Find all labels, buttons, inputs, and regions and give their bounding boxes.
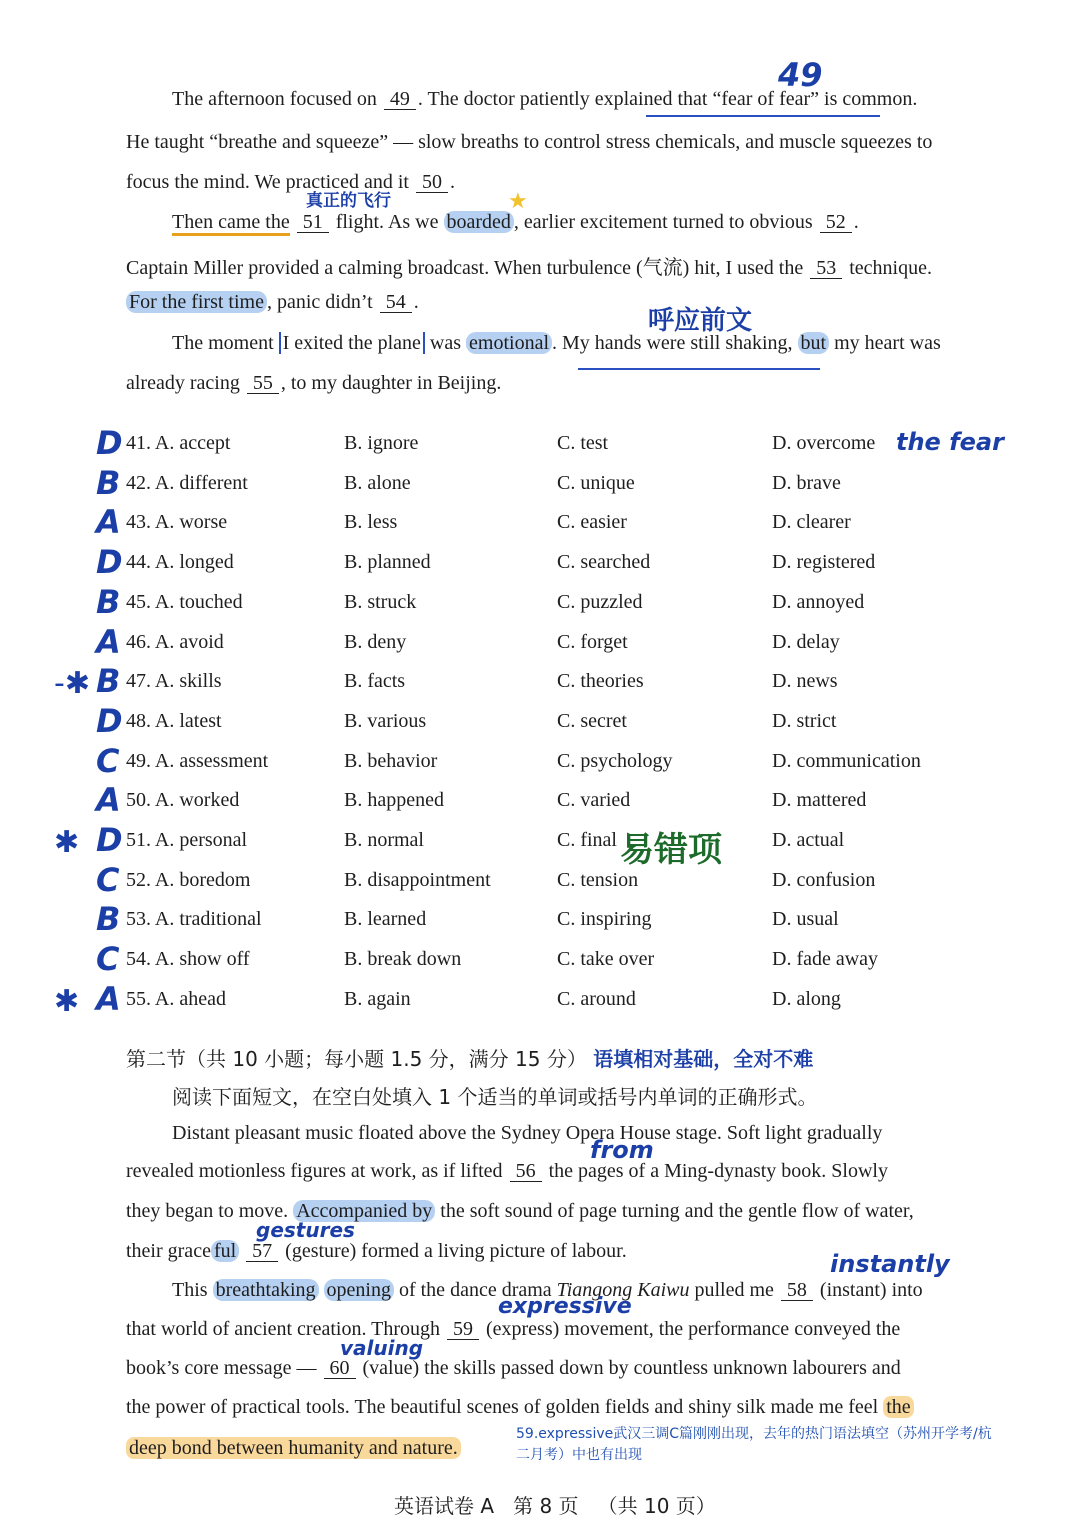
passage-line <box>126 1357 901 1380</box>
handwritten-answer: B <box>96 900 121 939</box>
passage-line <box>126 171 455 194</box>
highlight: boarded <box>444 211 514 233</box>
text: , earlier excitement turned to obvious <box>513 211 813 233</box>
text: my heart was <box>834 332 941 354</box>
passage-line <box>126 291 419 314</box>
highlight: the <box>883 1396 913 1418</box>
text: pulled me <box>694 1279 774 1301</box>
passage-line: He taught “breathe and squeeze” — slow breaths to control stress chemicals, and muscle squeezes to <box>126 131 933 153</box>
handwritten-comment: 语填相对基础，全对不难 <box>593 1047 814 1071</box>
option-d: D. communication <box>772 749 921 772</box>
blank-58: 58 <box>781 1280 813 1301</box>
star-mark: ✱ <box>54 825 80 860</box>
option-b: B. break down <box>344 948 462 971</box>
text: focus the mind. We practiced and it <box>126 171 409 193</box>
handwritten-answer: gestures <box>256 1218 355 1242</box>
text: technique. <box>849 257 932 279</box>
passage-line <box>126 1437 461 1460</box>
option-c: C. take over <box>557 948 655 971</box>
highlight: breathtaking <box>213 1279 319 1301</box>
text: was <box>429 332 462 354</box>
option-a: 45. A. touched <box>126 590 243 613</box>
italic-title: Tiangong Kaiwu <box>556 1279 690 1301</box>
question-row <box>0 900 1080 940</box>
question-row <box>0 464 1080 504</box>
text: , panic didn’t <box>266 291 373 313</box>
handwritten-answer: C <box>96 741 120 780</box>
option-d: D. overcome <box>772 432 876 454</box>
option-b: B. happened <box>344 789 444 812</box>
handwritten-answer: C <box>96 940 120 979</box>
highlight: ful <box>211 1240 239 1262</box>
option-a: 48. A. latest <box>126 709 222 732</box>
text: . <box>413 291 419 313</box>
text: already racing <box>126 372 240 394</box>
option-d: D. fade away <box>772 948 879 971</box>
handwritten-answer: A <box>96 781 121 820</box>
option-a: 51. A. personal <box>126 829 248 851</box>
handwritten-answer: A <box>96 979 121 1018</box>
handwritten-note: 易错项 <box>620 830 722 870</box>
option-c: C. varied <box>557 789 631 812</box>
text: . <box>449 171 455 193</box>
blank-60: 60 <box>324 1358 356 1379</box>
handwritten-note: 真正的飞行 <box>306 191 391 211</box>
option-b: B. alone <box>344 471 411 494</box>
question-row <box>0 821 1080 861</box>
option-b: B. again <box>344 987 411 1010</box>
text: . <box>853 211 859 233</box>
question-row <box>0 543 1080 583</box>
handwritten-answer: D <box>96 701 123 740</box>
text: The afternoon focused on <box>172 88 377 110</box>
passage-line: Distant pleasant music floated above the Sydney Opera House stage. Soft light gradually <box>172 1122 883 1144</box>
star-mark: ✱ <box>54 983 80 1019</box>
handwritten-answer: valuing <box>340 1336 424 1360</box>
option-d: D. clearer <box>772 511 851 534</box>
option-b: B. learned <box>344 908 427 931</box>
option-d: D. strict <box>772 709 837 732</box>
handwritten-answer: B <box>96 662 121 701</box>
text: (gesture) formed a living picture of labour. <box>285 1240 627 1262</box>
underline-annotation <box>578 368 820 370</box>
highlight: deep bond between humanity and nature. <box>126 1437 461 1459</box>
handwritten-answer: D <box>96 543 123 582</box>
option-a: 42. A. different <box>126 471 248 494</box>
text: (value) the skills passed down by countless unknown labourers and <box>362 1357 901 1379</box>
option-a: 47. A. skills <box>126 670 222 693</box>
text: (express) movement, the performance conveyed the <box>485 1318 901 1340</box>
handwritten-49: 49 <box>778 56 823 94</box>
blank-57: 57 <box>246 1241 278 1262</box>
option-a: 50. A. worked <box>126 789 240 812</box>
option-c: C. easier <box>557 511 627 534</box>
option-c: C. tension <box>557 868 639 891</box>
blank-51: 51 <box>297 212 329 233</box>
option-a: 54. A. show off <box>126 948 250 971</box>
highlight: but <box>798 332 830 354</box>
passage-line <box>126 251 932 280</box>
star-mark: -✱ <box>54 666 90 702</box>
question-row <box>0 662 1080 702</box>
question-row <box>0 781 1080 821</box>
text: flight. As we <box>335 211 439 233</box>
passage-line <box>172 332 941 355</box>
text: the power of practical tools. The beautiful scenes of golden fields and shiny silk made me feel <box>126 1396 879 1418</box>
option-d: D. confusion <box>772 868 876 891</box>
option-c: C. inspiring <box>557 908 652 931</box>
option-b: B. disappointment <box>344 868 491 891</box>
blank-56: 56 <box>510 1161 542 1182</box>
text: Then came the <box>172 211 290 236</box>
text: (instant) into <box>819 1279 923 1301</box>
option-a: 55. A. ahead <box>126 987 226 1010</box>
option-a: 41. A. accept <box>126 432 231 454</box>
option-d: D. along <box>772 987 841 1010</box>
option-c: C. puzzled <box>557 590 643 613</box>
option-b: B. deny <box>344 630 407 653</box>
option-b: B. facts <box>344 670 406 693</box>
text: book’s core message — <box>126 1357 317 1379</box>
option-c: C. around <box>557 987 636 1010</box>
handwritten-answer: instantly <box>830 1250 950 1278</box>
text: 第二节（共 10 小题；每小题 1.5 分，满分 15 分） <box>126 1047 587 1071</box>
handwritten-answer: expressive <box>498 1294 632 1319</box>
text: of the dance drama <box>398 1279 552 1301</box>
option-d: D. mattered <box>772 789 867 812</box>
option-b: B. ignore <box>344 432 419 454</box>
highlight: For the first time <box>126 291 267 313</box>
handwritten-footnote: 59.expressive武汉三调C篇刚刚出现，去年的热门语法填空（苏州开学考/杭二月考）中也有出现 <box>516 1426 992 1463</box>
option-c: C. unique <box>557 471 635 494</box>
question-row <box>0 861 1080 901</box>
blank-52: 52 <box>820 212 852 233</box>
option-b: B. planned <box>344 551 431 574</box>
option-a: 53. A. traditional <box>126 908 262 931</box>
text: . My hands were still shaking, <box>552 332 793 354</box>
option-a: 46. A. avoid <box>126 630 224 653</box>
section-instruction: 阅读下面短文，在空白处填入 1 个适当的单词或括号内单词的正确形式。 <box>172 1085 818 1109</box>
option-a: 44. A. longed <box>126 551 234 574</box>
option-c: C. test <box>557 432 609 454</box>
highlight: Accompanied by <box>293 1200 435 1222</box>
handwritten-answer: D <box>96 821 123 859</box>
passage-line <box>126 1318 900 1341</box>
option-c: C. final <box>557 829 617 851</box>
handwritten-note: the fear <box>896 428 1004 456</box>
question-row <box>0 503 1080 543</box>
handwritten-answer: C <box>96 860 120 899</box>
question-row <box>0 940 1080 980</box>
option-c: C. forget <box>557 630 628 653</box>
text: their grace <box>126 1240 211 1262</box>
option-d: D. registered <box>772 551 876 574</box>
question-row <box>0 702 1080 742</box>
text: , to my daughter in Beijing. <box>280 372 502 394</box>
blank-54: 54 <box>380 292 412 313</box>
text: Captain Miller provided a calming broadcast. When turbulence (气流) hit, I used the <box>126 257 804 279</box>
option-b: B. normal <box>344 829 424 851</box>
question-row <box>0 980 1080 1020</box>
question-row <box>0 623 1080 663</box>
option-a: 52. A. boredom <box>126 868 251 891</box>
passage-line <box>126 1200 914 1223</box>
blank-59: 59 <box>447 1319 479 1340</box>
option-b: B. struck <box>344 590 417 613</box>
passage-line <box>126 372 501 395</box>
text: . The doctor patiently explained that “fear of fear” is common. <box>417 88 918 110</box>
handwritten-answer: from <box>590 1136 654 1164</box>
option-d: D. actual <box>772 829 845 851</box>
text: that world of ancient creation. Through <box>126 1318 440 1340</box>
bracketed-text: I exited the plane <box>279 332 425 354</box>
text: the soft sound of page turning and the gentle flow of water, <box>440 1200 914 1222</box>
option-c: C. secret <box>557 709 627 732</box>
option-d: D. annoyed <box>772 590 865 613</box>
option-a: 49. A. assessment <box>126 749 269 772</box>
handwritten-answer: A <box>96 503 121 542</box>
text: the pages of a Ming-dynasty book. Slowly <box>548 1160 888 1182</box>
passage-line <box>126 1396 914 1419</box>
option-c: C. theories <box>557 670 644 693</box>
handwritten-answer: B <box>96 582 121 621</box>
question-row <box>0 583 1080 623</box>
text: This <box>172 1279 208 1301</box>
text: The moment <box>172 332 274 354</box>
option-b: B. various <box>344 709 427 732</box>
underline-annotation <box>646 115 880 117</box>
blank-49: 49 <box>384 89 416 110</box>
blank-55: 55 <box>247 373 279 394</box>
blank-50: 50 <box>416 172 448 193</box>
passage-line <box>172 211 859 234</box>
option-a: 43. A. worse <box>126 511 228 534</box>
option-b: B. behavior <box>344 749 438 772</box>
page-footer: 英语试卷 A 第 8 页 （共 10 页） <box>394 1494 716 1518</box>
option-b: B. less <box>344 511 398 534</box>
highlight: opening <box>324 1279 394 1301</box>
option-c: C. searched <box>557 551 651 574</box>
question-row <box>0 742 1080 782</box>
blank-53: 53 <box>810 258 842 279</box>
section-title <box>126 1043 813 1072</box>
text: revealed motionless figures at work, as if lifted <box>126 1160 503 1182</box>
passage-line <box>126 1240 627 1263</box>
handwritten-answer: D <box>96 424 123 462</box>
text: they began to move. <box>126 1200 289 1222</box>
option-c: C. psychology <box>557 749 673 772</box>
highlight: emotional <box>466 332 552 354</box>
handwritten-note: 呼应前文 <box>648 306 753 336</box>
option-d: D. delay <box>772 630 840 653</box>
passage-line <box>126 1160 888 1183</box>
option-d: D. brave <box>772 471 841 494</box>
handwritten-answer: A <box>96 622 121 661</box>
star-icon: ★ <box>508 188 528 213</box>
option-d: D. usual <box>772 908 839 931</box>
handwritten-answer: B <box>96 463 121 502</box>
option-d: D. news <box>772 670 838 693</box>
